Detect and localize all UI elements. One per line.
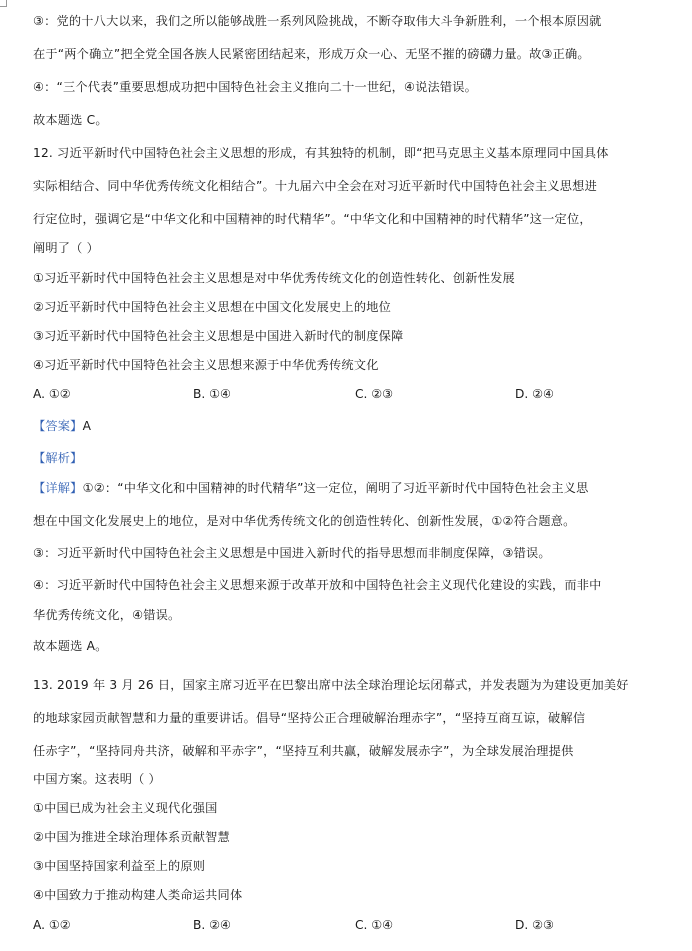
detail-line: 华优秀传统文化，④错误。 — [33, 608, 181, 622]
text-line: 任赤字”，“坚持同舟共济，破解和平赤字”，“坚持互利共赢，破解发展赤字”，为全球发展治理提供 — [33, 744, 574, 758]
text-line: 的地球家园贡献智慧和力量的重要讲话。倡导“坚持公正合理破解治理赤字”，“坚持互商互谅，破解信 — [33, 711, 586, 725]
answer-tag: 【答案】 — [33, 419, 83, 433]
statement-1: ①习近平新时代中国特色社会主义思想是对中华优秀传统文化的创造性转化、创新性发展 — [33, 271, 515, 285]
detail-text: ①②：“中华文化和中国精神的时代精华”这一定位，阐明了习近平新时代中国特色社会主义思 — [82, 481, 589, 495]
text-line: ③：党的十八大以来，我们之所以能够战胜一系列风险挑战，不断夺取伟大斗争新胜利，一个根本原因就 — [33, 14, 602, 28]
statement-4: ④中国致力于推动构建人类命运共同体 — [33, 888, 243, 902]
analysis-tag: 【解析】 — [33, 451, 83, 465]
option-c: C. ①④ — [355, 918, 394, 932]
question-12-stem: 12. 习近平新时代中国特色社会主义思想的形成，有其独特的机制，即“把马克思主义基本原理同中国具体 — [33, 146, 609, 160]
statement-1: ①中国已成为社会主义现代化强国 — [33, 801, 218, 815]
text-line: 在于“两个确立”把全党全国各族人民紧密团结起来，形成万众一心、无坚不摧的磅礴力量。故③正确。 — [33, 47, 590, 61]
answer-value: A — [82, 419, 92, 433]
detail-line: 想在中国文化发展史上的地位，是对中华优秀传统文化的创造性转化、创新性发展，①②符合题意。 — [33, 514, 576, 528]
text-line: ④：“三个代表”重要思想成功把中国特色社会主义推向二十一世纪，④说法错误。 — [33, 80, 478, 94]
page-corner-mark — [0, 0, 7, 7]
answer-line — [33, 418, 91, 434]
option-d: D. ②④ — [515, 387, 554, 401]
detail-line: ④：习近平新时代中国特色社会主义思想来源于改革开放和中国特色社会主义现代化建设的实践，而非中 — [33, 578, 602, 592]
text-line: 行定位时，强调它是“中华文化和中国精神的时代精华”。“中华文化和中国精神的时代精华”这一定位， — [33, 212, 592, 226]
detail-line — [33, 480, 589, 496]
text-line: 中国方案。这表明（ ） — [33, 772, 161, 786]
option-d: D. ②③ — [515, 918, 554, 932]
detail-line: 故本题选 A。 — [33, 639, 108, 653]
question-13-stem: 13. 2019 年 3 月 26 日，国家主席习近平在巴黎出席中法全球治理论坛闭幕式，并发表题为为建设更加美好 — [33, 678, 629, 692]
text-line: 实际相结合、同中华优秀传统文化相结合”。十九届六中全会在对习近平新时代中国特色社会主义思想进 — [33, 179, 597, 193]
option-b: B. ①④ — [193, 387, 231, 401]
statement-2: ②习近平新时代中国特色社会主义思想在中国文化发展史上的地位 — [33, 300, 391, 314]
statement-3: ③习近平新时代中国特色社会主义思想是中国进入新时代的制度保障 — [33, 329, 404, 343]
option-a: A. ①② — [33, 387, 71, 401]
statement-4: ④习近平新时代中国特色社会主义思想来源于中华优秀传统文化 — [33, 358, 379, 372]
text-line: 故本题选 C。 — [33, 113, 108, 127]
option-b: B. ②④ — [193, 918, 231, 932]
option-c: C. ②③ — [355, 387, 394, 401]
statement-3: ③中国坚持国家利益至上的原则 — [33, 859, 206, 873]
text-line: 阐明了（ ） — [33, 241, 100, 255]
option-a: A. ①② — [33, 918, 71, 932]
detail-line: ③：习近平新时代中国特色社会主义思想是中国进入新时代的指导思想而非制度保障，③错误。 — [33, 546, 551, 560]
detail-tag: 【详解】 — [33, 481, 83, 495]
statement-2: ②中国为推进全球治理体系贡献智慧 — [33, 830, 230, 844]
